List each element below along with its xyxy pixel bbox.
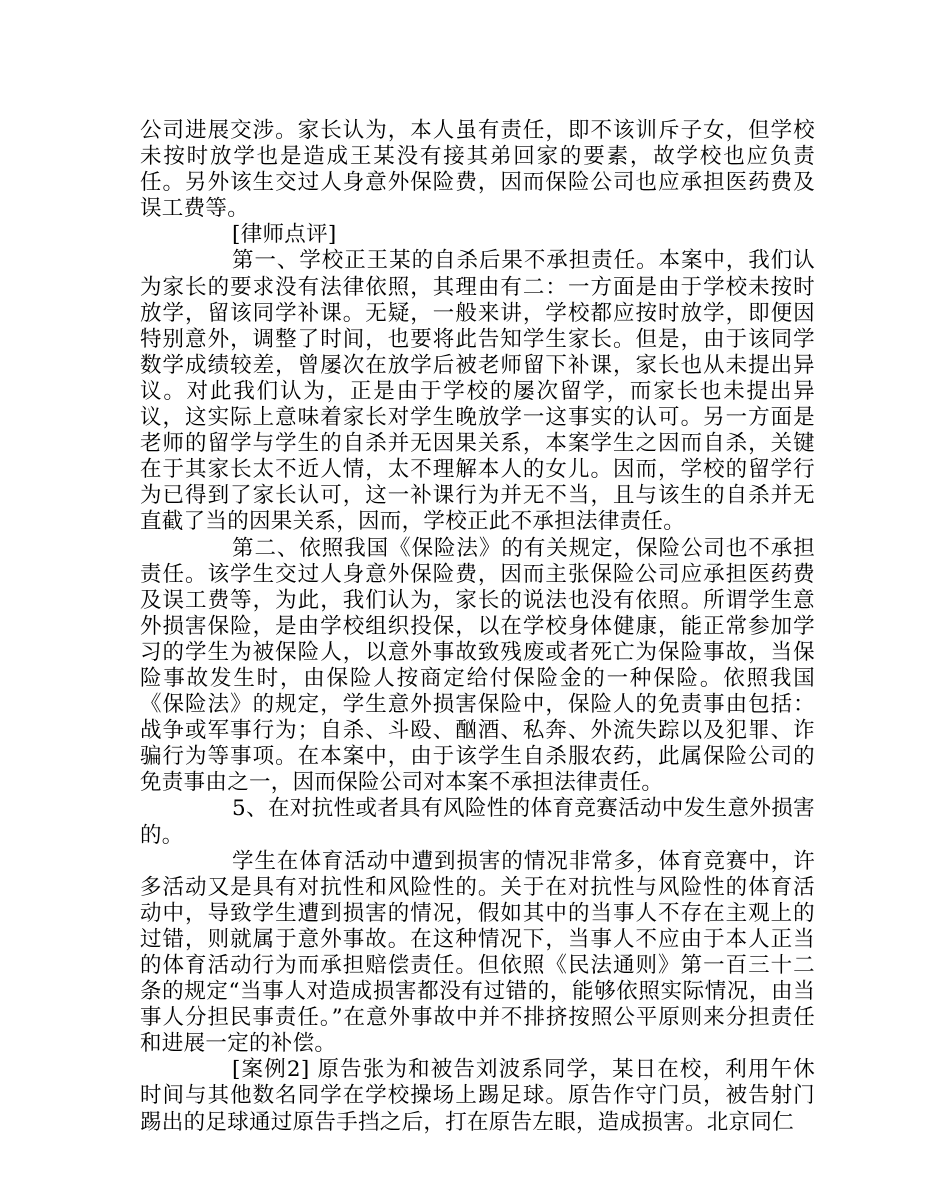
paragraph-insurance-not-liable: 第二、依照我国《保险法》的有关规定，保险公司也不承担责任。该学生交过人身意外保险费，因而主张保险公司应承担医药费及误工费等，为此，我们认为，家长的说法也没有依照。所谓学生意外损害保险，是由学校组织投保，以在学校身体健康，能正常参加学习的学生为被保险人，以意外事故致残废或者死亡为保险事故，当保险事故发生时，由保险人按商定给付保险金的一种保险。依照我国《保险法》的规定，学生意外损害保险中，保险人的免责事由包括：战争或军事行为；自杀、斗殴、酗酒、私奔、外流失踪以及犯罪、诈骗行为等事项。在本案中，由于该学生自杀服农药，此属保险公司的免责事由之一，因而保险公司对本案不承担法律责任。	[140, 535, 815, 796]
paragraph-negotiation: 公司进展交涉。家长认为，本人虽有责任，即不该训斥子女，但学校未按时放学也是造成王某没有接其弟回家的要素，故学校也应负责任。另外该生交过人身意外保险费，因而保险公司也应承担医药费及误工费等。	[140, 118, 815, 222]
paragraph-school-not-liable: 第一、学校正王某的自杀后果不承担责任。本案中，我们认为家长的要求没有法律依照，其理由有二：一方面是由于学校未按时放学，留该同学补课。无疑，一般来讲，学校都应按时放学，即便因特别意外，调整了时间，也要将此告知学生家长。但是，由于该同学数学成绩较差，曾屡次在放学后被老师留下补课，家长也从未提出异议。对此我们认为，正是由于学校的屡次留学，而家长也未提出异议，这实际上意味着家长对学生晚放学一这事实的认可。另一方面是老师的留学与学生的自杀并无因果关系，本案学生之因而自杀，关键在于其家长太不近人情，太不理解本人的女儿。因而，学校的留学行为已得到了家长认可，这一补课行为并无不当，且与该生的自杀并无直截了当的因果关系，因而，学校正此不承担法律责任。	[140, 248, 815, 535]
paragraph-case-2: [案例2] 原告张为和被告刘波系同学，某日在校，利用午休时间与其他数名同学在学校操场上踢足球。原告作守门员，被告射门踢出的足球通过原告手挡之后，打在原告左眼，造成损害。北京同仁	[140, 1057, 815, 1135]
paragraph-item-5-heading: 5、在对抗性或者具有风险性的体育竞赛活动中发生意外损害的。	[140, 796, 815, 848]
section-heading-lawyer-comment: [律师点评]	[232, 222, 337, 248]
paragraph-sports-injury: 学生在体育活动中遭到损害的情况非常多，体育竞赛中，许多活动又是具有对抗性和风险性的。关于在对抗性与风险性的体育活动中，导致学生遭到损害的情况，假如其中的当事人不存在主观上的过错，则就属于意外事故。在这种情况下，当事人不应由于本人正当的体育活动行为而承担赔偿责任。但依照《民法通则》第一百三十二条的规定“当事人对造成损害都没有过错的，能够依照实际情况，由当事人分担民事责任。”在意外事故中并不排挤按照公平原则来分担责任和进展一定的补偿。	[140, 848, 815, 1057]
document-page	[140, 118, 815, 1136]
